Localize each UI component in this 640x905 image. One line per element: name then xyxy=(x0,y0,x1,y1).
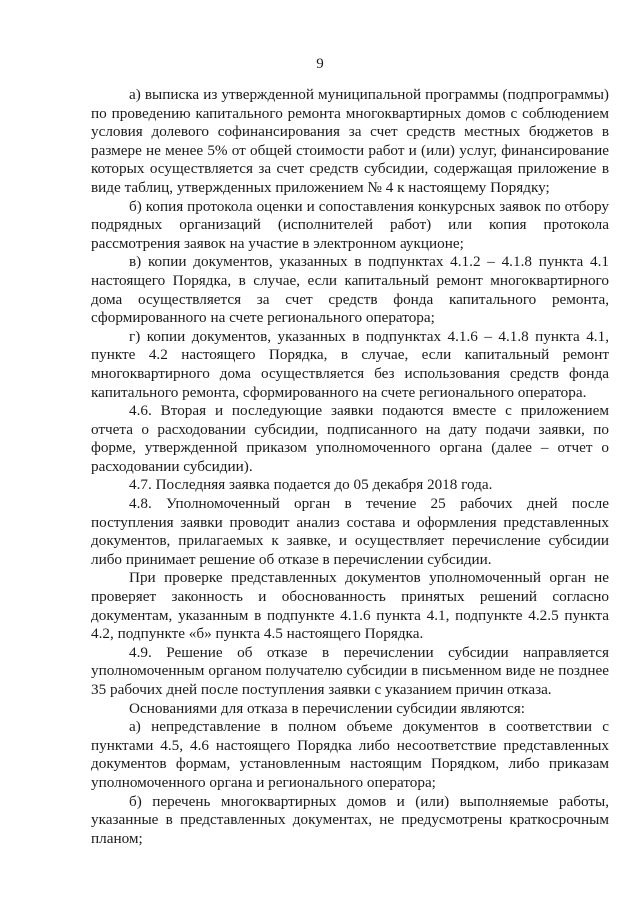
page-number: 9 xyxy=(316,56,324,72)
paragraph-clause-4-9: 4.9. Решение об отказе в перечислении субсидии направляется уполномоченным органом получателю субсидии в письменном виде не позднее 35 рабочих дней после поступления заявки с указанием причин отказа. xyxy=(91,643,609,698)
paragraph-refusal-ground-b: б) перечень многоквартирных домов и (или) выполняемые работы, указанные в представленных документах, не предусмотрены краткосрочным планом; xyxy=(91,792,609,847)
paragraph-subpoint-b-protocol: б) копия протокола оценки и сопоставления конкурсных заявок по отбору подрядных организаций (исполнителей работ) или копия протокола рассмотрения заявок на участие в электронном аукционе; xyxy=(91,197,609,252)
paragraph-subpoint-g-documents: г) копии документов, указанных в подпунктах 4.1.6 – 4.1.8 пункта 4.1, пункте 4.2 настоящего Порядка, в случае, если капитальный ремонт многоквартирного дома осуществляется без использования средств фонда капитального ремонта, сформированного на счете регионального оператора. xyxy=(91,327,609,401)
paragraph-verification: При проверке представленных документов уполномоченный орган не проверяет законность и обоснованность принятых решений согласно документам, указанным в подпункте 4.1.6 пункта 4.1, подпункте 4.2.5 пункта 4.2, подпункте «б» пункта 4.5 настоящего Порядка. xyxy=(91,569,609,643)
paragraph-subpoint-a-municipal-program: а) выписка из утвержденной муниципальной программы (подпрограммы) по проведению капитального ремонта многоквартирных домов с соблюдением условия долевого софинансирования за счет средств местных бюджетов в размере не менее 5% от общей стоимости работ и (или) услуг, финансирование которых осуществляется за счет средств субсидии, содержащая приложение в виде таблиц, утвержденных приложением № 4 к настоящему Порядку; xyxy=(91,86,609,196)
paragraph-clause-4-6: 4.6. Вторая и последующие заявки подаются вместе с приложением отчета о расходовании субсидии, подписанного на дату подачи заявки, по форме, утвержденной приказом уполномоченного органа (далее – отчет о расходовании субсидии). xyxy=(91,402,609,475)
paragraph-refusal-grounds-heading: Основаниями для отказа в перечислении субсидии являются: xyxy=(129,699,526,717)
paragraph-subpoint-v-documents: в) копии документов, указанных в подпунктах 4.1.2 – 4.1.8 пункта 4.1 настоящего Порядка, в случае, если капитальный ремонт многоквартирного дома осуществляется за счет средств фонда капитального ремонта, сформированного на счете регионального оператора; xyxy=(91,253,609,327)
document-body xyxy=(91,86,609,848)
paragraph-clause-4-7: 4.7. Последняя заявка подается до 05 декабря 2018 года. xyxy=(129,476,493,494)
paragraph-refusal-ground-a: а) непредставление в полном объеме документов в соответствии с пунктами 4.5, 4.6 настоящего Порядка либо несоответствие представленных документов формам, установленным настоящим Порядком, либо приказам уполномоченного органа и регионального оператора; xyxy=(91,718,609,791)
paragraph-clause-4-8: 4.8. Уполномоченный орган в течение 25 рабочих дней после поступления заявки проводит анализ состава и оформления представленных документов, прилагаемых к заявке, и осуществляет перечисление субсидии либо принимает решение об отказе в перечислении субсидии. xyxy=(91,495,609,568)
